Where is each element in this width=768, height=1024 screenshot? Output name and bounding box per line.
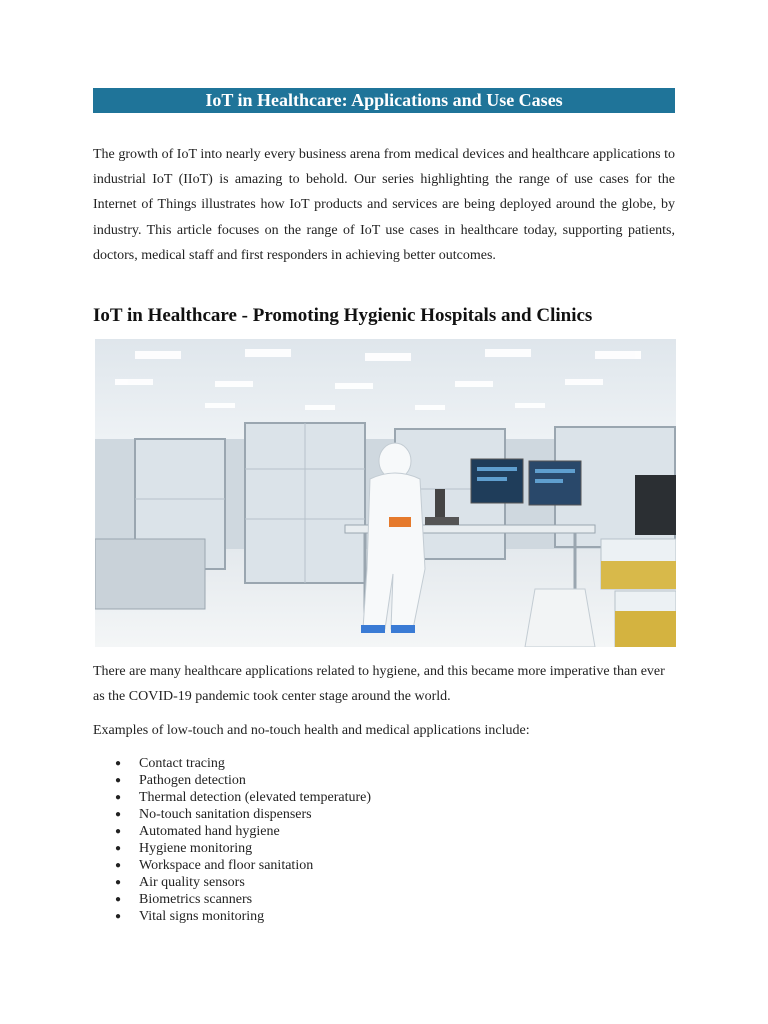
bullet-icon: ● [115, 843, 122, 854]
hygiene-paragraph: There are many healthcare applications related to hygiene, and this became more imperative than ever as the COVID-19 pandemic took center stage around the world. [93, 664, 665, 704]
examples-intro-paragraph: Examples of low-touch and no-touch health and medical applications include: [93, 723, 530, 738]
list-item: ● Workspace and floor sanitation [93, 857, 675, 874]
page-title: IoT in Healthcare: Applications and Use Cases [205, 90, 563, 110]
list-item: ● Thermal detection (elevated temperature) [93, 789, 675, 806]
bullet-icon: ● [115, 775, 122, 786]
bullet-icon: ● [115, 826, 122, 837]
list-item: ● Biometrics scanners [93, 891, 675, 908]
bullet-icon: ● [115, 792, 122, 803]
intro-paragraph: The growth of IoT into nearly every business arena from medical devices and healthcare applications to industrial IoT (IIoT) is amazing to behold. Our series highlighting the range of use cases for the Internet of Things illustrates how IoT products and services are being deployed around the globe, by industry. This article focuses on the range of IoT use cases in healthcare today, supporting patients, doctors, medical staff and first responders in achieving better outcomes. [93, 147, 675, 263]
list-item: ● Pathogen detection [93, 772, 675, 789]
section-heading: IoT in Healthcare - Promoting Hygienic Hospitals and Clinics [93, 305, 593, 326]
applications-list [93, 755, 675, 925]
page-title-bar [93, 88, 675, 113]
bullet-icon: ● [115, 809, 122, 820]
list-item: ● Automated hand hygiene [93, 823, 675, 840]
list-item: ● Hygiene monitoring [93, 840, 675, 857]
list-item: ● No-touch sanitation dispensers [93, 806, 675, 823]
bullet-icon: ● [115, 894, 122, 905]
list-item: ● Air quality sensors [93, 874, 675, 891]
lab-photo [95, 339, 676, 647]
bullet-icon: ● [115, 860, 122, 871]
bullet-icon: ● [115, 877, 122, 888]
list-item: ● Contact tracing [93, 755, 675, 772]
bullet-icon: ● [115, 758, 122, 769]
bullet-icon: ● [115, 911, 122, 922]
list-item: ● Vital signs monitoring [93, 908, 675, 925]
lab-illustration [95, 339, 676, 647]
